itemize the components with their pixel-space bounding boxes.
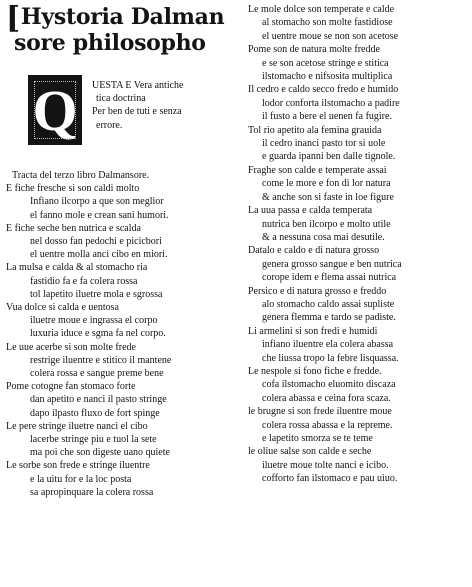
verse-line: E fiche seche ben nutrica e scalda xyxy=(6,222,141,234)
verse-line: el fanno mole e crean sani humori. xyxy=(30,209,169,221)
verse-line: e guarda ipanni ben dalle tignole. xyxy=(262,151,396,163)
verse-line: iluetre moue e ingrassa el corpo xyxy=(30,315,158,327)
right-column xyxy=(248,3,470,486)
verse-line: Il cedro e caldo secco fredo e humido xyxy=(248,84,399,96)
verse-line: colera abassa e ceina fora scaza. xyxy=(262,392,391,404)
intro-block xyxy=(6,75,246,169)
verse-line: e la uitu for e la loc posta xyxy=(30,473,132,485)
verse-line: come le more e fon di lor natura xyxy=(262,178,391,190)
verse-line: il cedro inanci pasto tor si uole xyxy=(262,138,386,150)
page-title xyxy=(6,1,246,56)
intro-line: errore. xyxy=(96,119,123,131)
verse-line: iluetre moue tolte nanci e icibo. xyxy=(262,459,389,471)
title-line-1: Hystoria Dalman xyxy=(20,4,225,30)
verse-line: el uentre molla anci cibo en miori. xyxy=(30,249,168,261)
verse-line: le brugne si son frede iluentre moue xyxy=(248,406,392,418)
verse-line: ilstomacho e nifsosita multiplica xyxy=(262,71,393,83)
verse-line: genera flemma e tardo se padiste. xyxy=(262,312,396,324)
title-bracket: [ xyxy=(6,1,20,36)
verse-line: el uentre moue se non son acetose xyxy=(262,30,399,42)
verse-line: alo stomacho caldo assai supliste xyxy=(262,298,395,310)
verse-line: fastidio fa e fa colera rossa xyxy=(30,275,138,287)
verse-line: colera rossa e sangue preme bene xyxy=(30,368,164,380)
verse-line: al stomacho son molte fastidiose xyxy=(262,17,393,29)
intro-line: UESTA E Vera antiche xyxy=(92,80,184,91)
section-heading: Tracta del terzo libro Dalmansore. xyxy=(12,170,150,181)
verse-line: Tol rio apetito ala femina grauida xyxy=(248,124,382,136)
verse-line: Le uue acerbe si son molte frede xyxy=(6,341,136,353)
intro-line: Per ben de tuti e senza xyxy=(92,106,182,118)
left-verse-lines xyxy=(6,169,246,499)
left-column xyxy=(6,1,246,499)
verse-line: Persico e di natura grosso e freddo xyxy=(248,285,387,297)
verse-line: ma poi che son digeste uano quiete xyxy=(30,447,170,459)
verse-line: restrige iluentre e stitico il mantene xyxy=(30,354,172,366)
title-line-2: sore philosopho xyxy=(14,30,206,56)
verse-line: Infiano ilcorpo a que son meglior xyxy=(30,196,164,208)
verse-line: colera rossa abassa e la repreme. xyxy=(262,419,393,431)
verse-line: il fusto a bere el uenen fa fugire. xyxy=(262,111,392,123)
intro-line: tica doctrina xyxy=(96,93,146,105)
verse-line: La mulsa e calda & al stomacho ria xyxy=(6,262,148,274)
verse-line: e lapetito smorza se te teme xyxy=(262,433,373,444)
verse-line: & anche son si faste in loe figure xyxy=(262,191,394,203)
verse-line: tol lapetito iluetre mola e sgrossa xyxy=(30,288,163,300)
verse-line: corope idem e flema assai nutrica xyxy=(262,272,397,284)
verse-line: e se son acetose stringe e stitica xyxy=(262,57,389,69)
verse-line: cofa ilstomacho eluomito discaza xyxy=(262,379,396,391)
intro-text xyxy=(92,79,246,132)
verse-line: Le mole dolce son temperate e calde xyxy=(248,4,395,15)
verse-line: genera grosso sangue e ben nutrica xyxy=(262,258,402,270)
verse-line: Le nespole si fono fiche e fredde. xyxy=(248,365,382,377)
verse-line: che liussa tropo la febre lisquassa. xyxy=(262,352,399,364)
verse-line: Pome son de natura molte fredde xyxy=(248,44,380,56)
verse-line: nel dosso fan pedochi e picicbori xyxy=(30,236,162,248)
verse-line: Pome cotogne fan stomaco forte xyxy=(6,381,136,393)
verse-line: luxuria iduce e sgma fa nel corpo. xyxy=(30,328,166,340)
verse-line: infiano iluentre ela colera abassa xyxy=(262,339,394,351)
verse-line: dan apetito e nanci il pasto stringe xyxy=(30,394,167,406)
verse-line: sa apropinquare la colera rossa xyxy=(30,486,154,498)
verse-line: dapo ilpasto fluxo de fort spinge xyxy=(30,407,160,419)
verse-line: Le sorbe son frede e stringe iluentre xyxy=(6,460,150,472)
verse-line: le oliue salse son calde e seche xyxy=(248,446,372,458)
verse-line: lacerbe stringe piu e tuol la sete xyxy=(30,434,157,446)
verse-line: nutrica ben ilcorpo e molto utile xyxy=(262,218,391,230)
verse-line: cofforto fan ilstomaco e pau uiuo. xyxy=(262,473,398,485)
verse-line: Datalo e caldo e di natura grosso xyxy=(248,245,380,257)
decorated-initial: Q xyxy=(28,75,82,145)
verse-line: lodor conforta ilstomacho a padire xyxy=(262,97,400,109)
verse-line: & a nessuna cosa mai desutile. xyxy=(262,231,385,243)
verse-line: Fraghe son calde e temperate assai xyxy=(248,164,387,176)
verse-line: Le pere stringe iluetre nanci el cibo xyxy=(6,420,148,432)
verse-line: Li armelini si son fredi e humidi xyxy=(248,325,378,337)
verse-line: Vua dolce si calda e uentosa xyxy=(6,302,119,314)
verse-line: E fiche fresche si son caldi molto xyxy=(6,183,140,195)
verse-line: La uua passa e calda temperata xyxy=(248,205,373,217)
